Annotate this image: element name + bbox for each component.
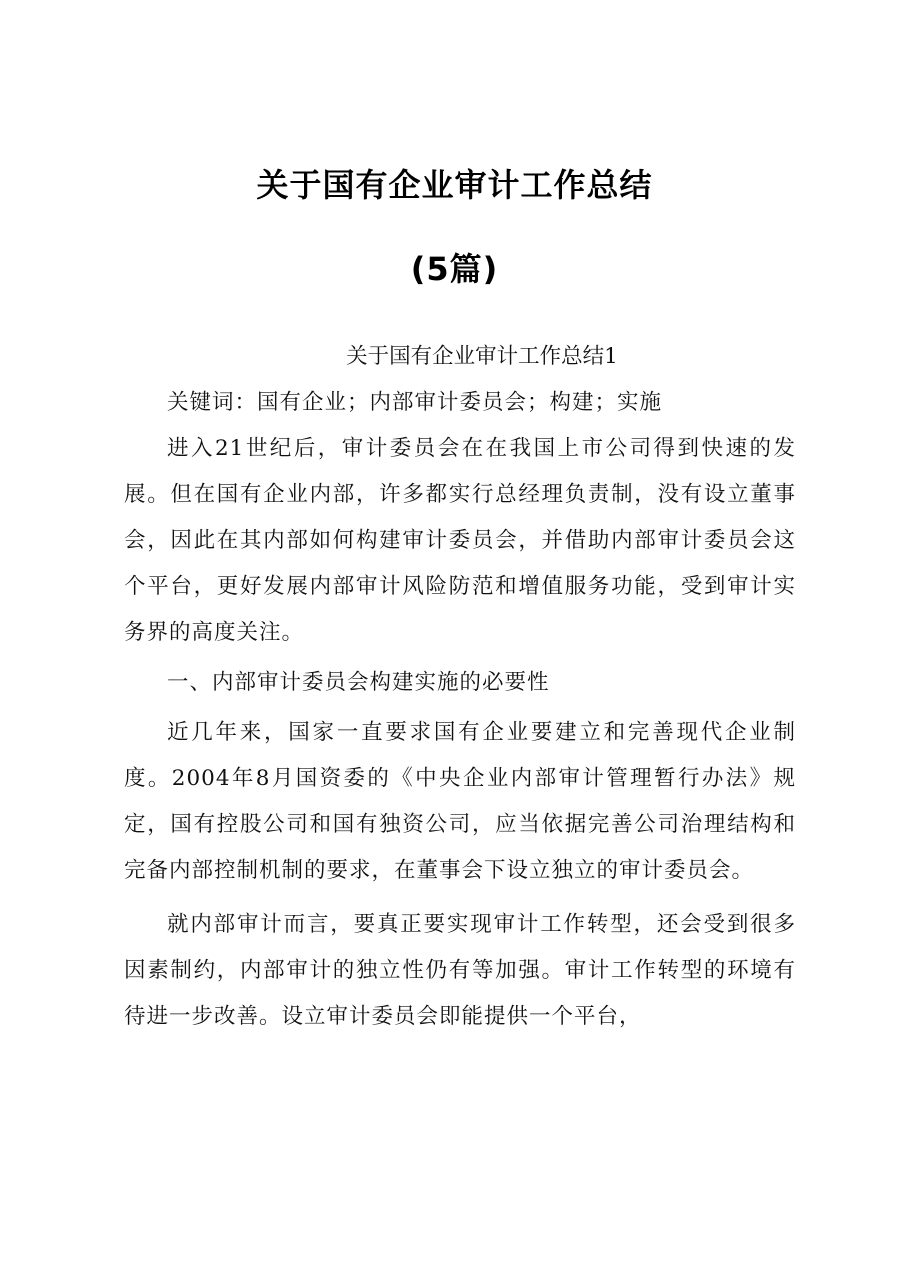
paragraph: 就内部审计而言，要真正要实现审计工作转型，还会受到很多因素制约，内部审计的独立性仍有等加强。审计工作转型的环境有待进一步改善。设立审计委员会即能提供一个平台， xyxy=(124,912,796,1029)
document-title: 关于国有企业审计工作总结 xyxy=(256,166,653,204)
section-title: 关于国有企业审计工作总结1 xyxy=(346,344,618,369)
paragraph: 进入21世纪后，审计委员会在在我国上市公司得到快速的发展。但在国有企业内部，许多都实行总经理负责制，没有设立董事会，因此在其内部如何构建审计委员会，并借助内部审计委员会这个平台，更好发展内部审计风险防范和增值服务功能，受到审计实务界的高度关注。 xyxy=(124,436,796,645)
document-title-count: (5篇) xyxy=(410,250,499,288)
document-body xyxy=(124,334,796,1040)
section-heading: 一、内部审计委员会构建实施的必要性 xyxy=(167,670,550,695)
keywords-line: 关键词：国有企业；内部审计委员会；构建；实施 xyxy=(167,390,663,415)
paragraph: 近几年来，国家一直要求国有企业要建立和完善现代企业制度。2004年8月国资委的《中央企业内部审计管理暂行办法》规定，国有控股公司和国有独资公司，应当依据完善公司治理结构和完备内部控制机制的要求，在董事会下设立独立的审计委员会。 xyxy=(124,720,796,883)
